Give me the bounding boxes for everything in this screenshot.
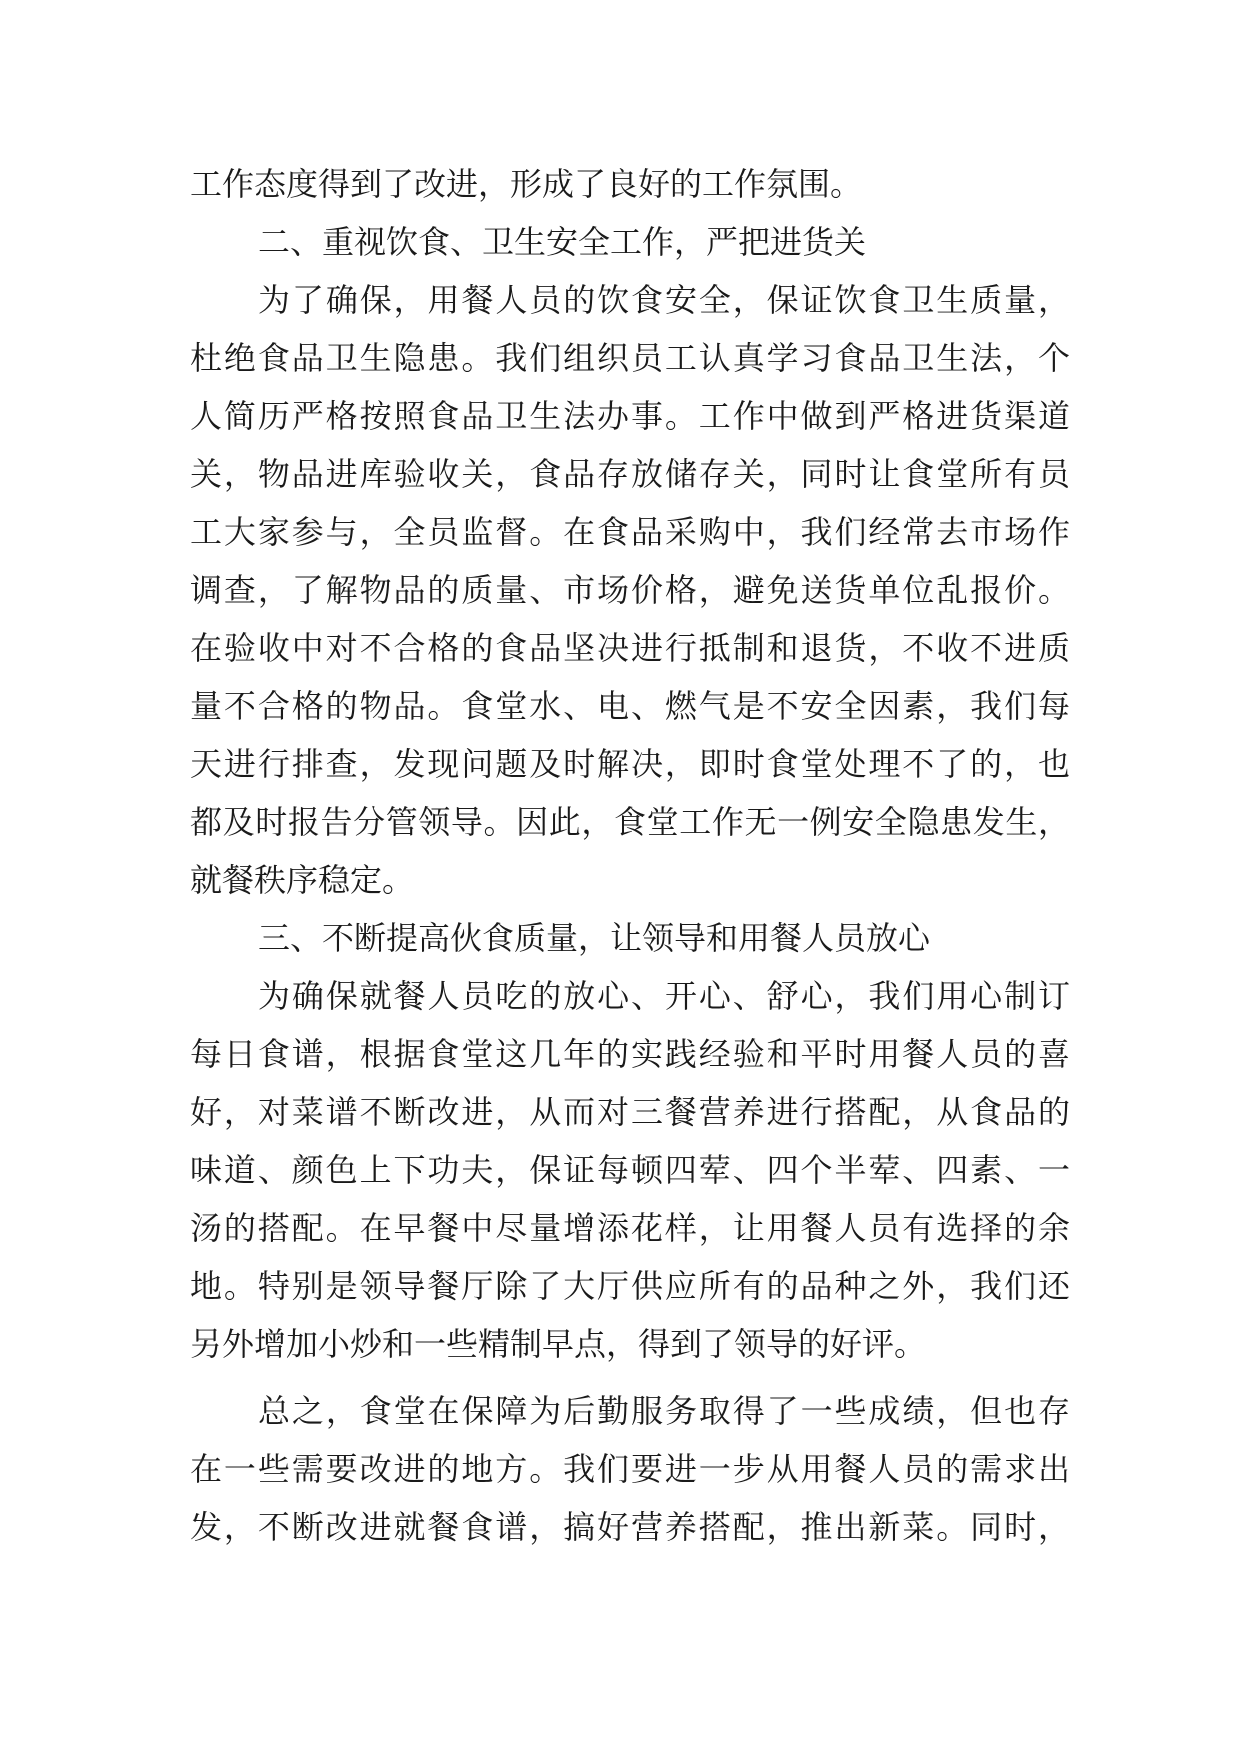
- body-text-line: 人简历严格按照食品卫生法办事。工作中做到严格进货渠道: [190, 397, 1070, 435]
- body-text-line: 调查，了解物品的质量、市场价格，避免送货单位乱报价。: [190, 571, 1070, 609]
- body-text-line: 在一些需要改进的地方。我们要进一步从用餐人员的需求出: [190, 1450, 1070, 1488]
- body-text-line: 工大家参与，全员监督。在食品采购中，我们经常去市场作: [190, 513, 1070, 551]
- body-text-line: 在验收中对不合格的食品坚决进行抵制和退货，不收不进质: [190, 629, 1070, 667]
- body-text-line: 关，物品进库验收关，食品存放储存关，同时让食堂所有员: [190, 455, 1070, 493]
- body-text-line: 量不合格的物品。食堂水、电、燃气是不安全因素，我们每: [190, 687, 1070, 725]
- body-text-line: 天进行排查，发现问题及时解决，即时食堂处理不了的，也: [190, 745, 1070, 783]
- body-text-line: 为确保就餐人员吃的放心、开心、舒心，我们用心制订: [258, 977, 1070, 1015]
- section-heading: 二、重视饮食、卫生安全工作，严把进货关: [258, 223, 867, 261]
- body-text-line: 为了确保，用餐人员的饮食安全，保证饮食卫生质量，: [258, 281, 1070, 319]
- body-text-line: 杜绝食品卫生隐患。我们组织员工认真学习食品卫生法，个: [190, 339, 1070, 377]
- body-text-line: 好，对菜谱不断改进，从而对三餐营养进行搭配，从食品的: [190, 1093, 1070, 1131]
- body-text-line: 就餐秩序稳定。: [190, 861, 415, 899]
- body-text-line: 都及时报告分管领导。因此，食堂工作无一例安全隐患发生，: [190, 803, 1070, 841]
- body-text-line: 每日食谱，根据食堂这几年的实践经验和平时用餐人员的喜: [190, 1035, 1070, 1073]
- body-text-line: 汤的搭配。在早餐中尽量增添花样，让用餐人员有选择的余: [190, 1209, 1070, 1247]
- body-text-line: 地。特别是领导餐厅除了大厅供应所有的品种之外，我们还: [190, 1267, 1070, 1305]
- section-heading: 三、不断提高伙食质量，让领导和用餐人员放心: [258, 919, 931, 957]
- body-text-line: 工作态度得到了改进，形成了良好的工作氛围。: [190, 165, 863, 203]
- body-text-line: 味道、颜色上下功夫，保证每顿四荤、四个半荤、四素、一: [190, 1151, 1070, 1189]
- body-text-line: 另外增加小炒和一些精制早点，得到了领导的好评。: [190, 1325, 927, 1363]
- body-text-line: 发，不断改进就餐食谱，搞好营养搭配，推出新菜。同时，: [190, 1508, 1070, 1546]
- body-text-line: 总之，食堂在保障为后勤服务取得了一些成绩，但也存: [258, 1392, 1070, 1430]
